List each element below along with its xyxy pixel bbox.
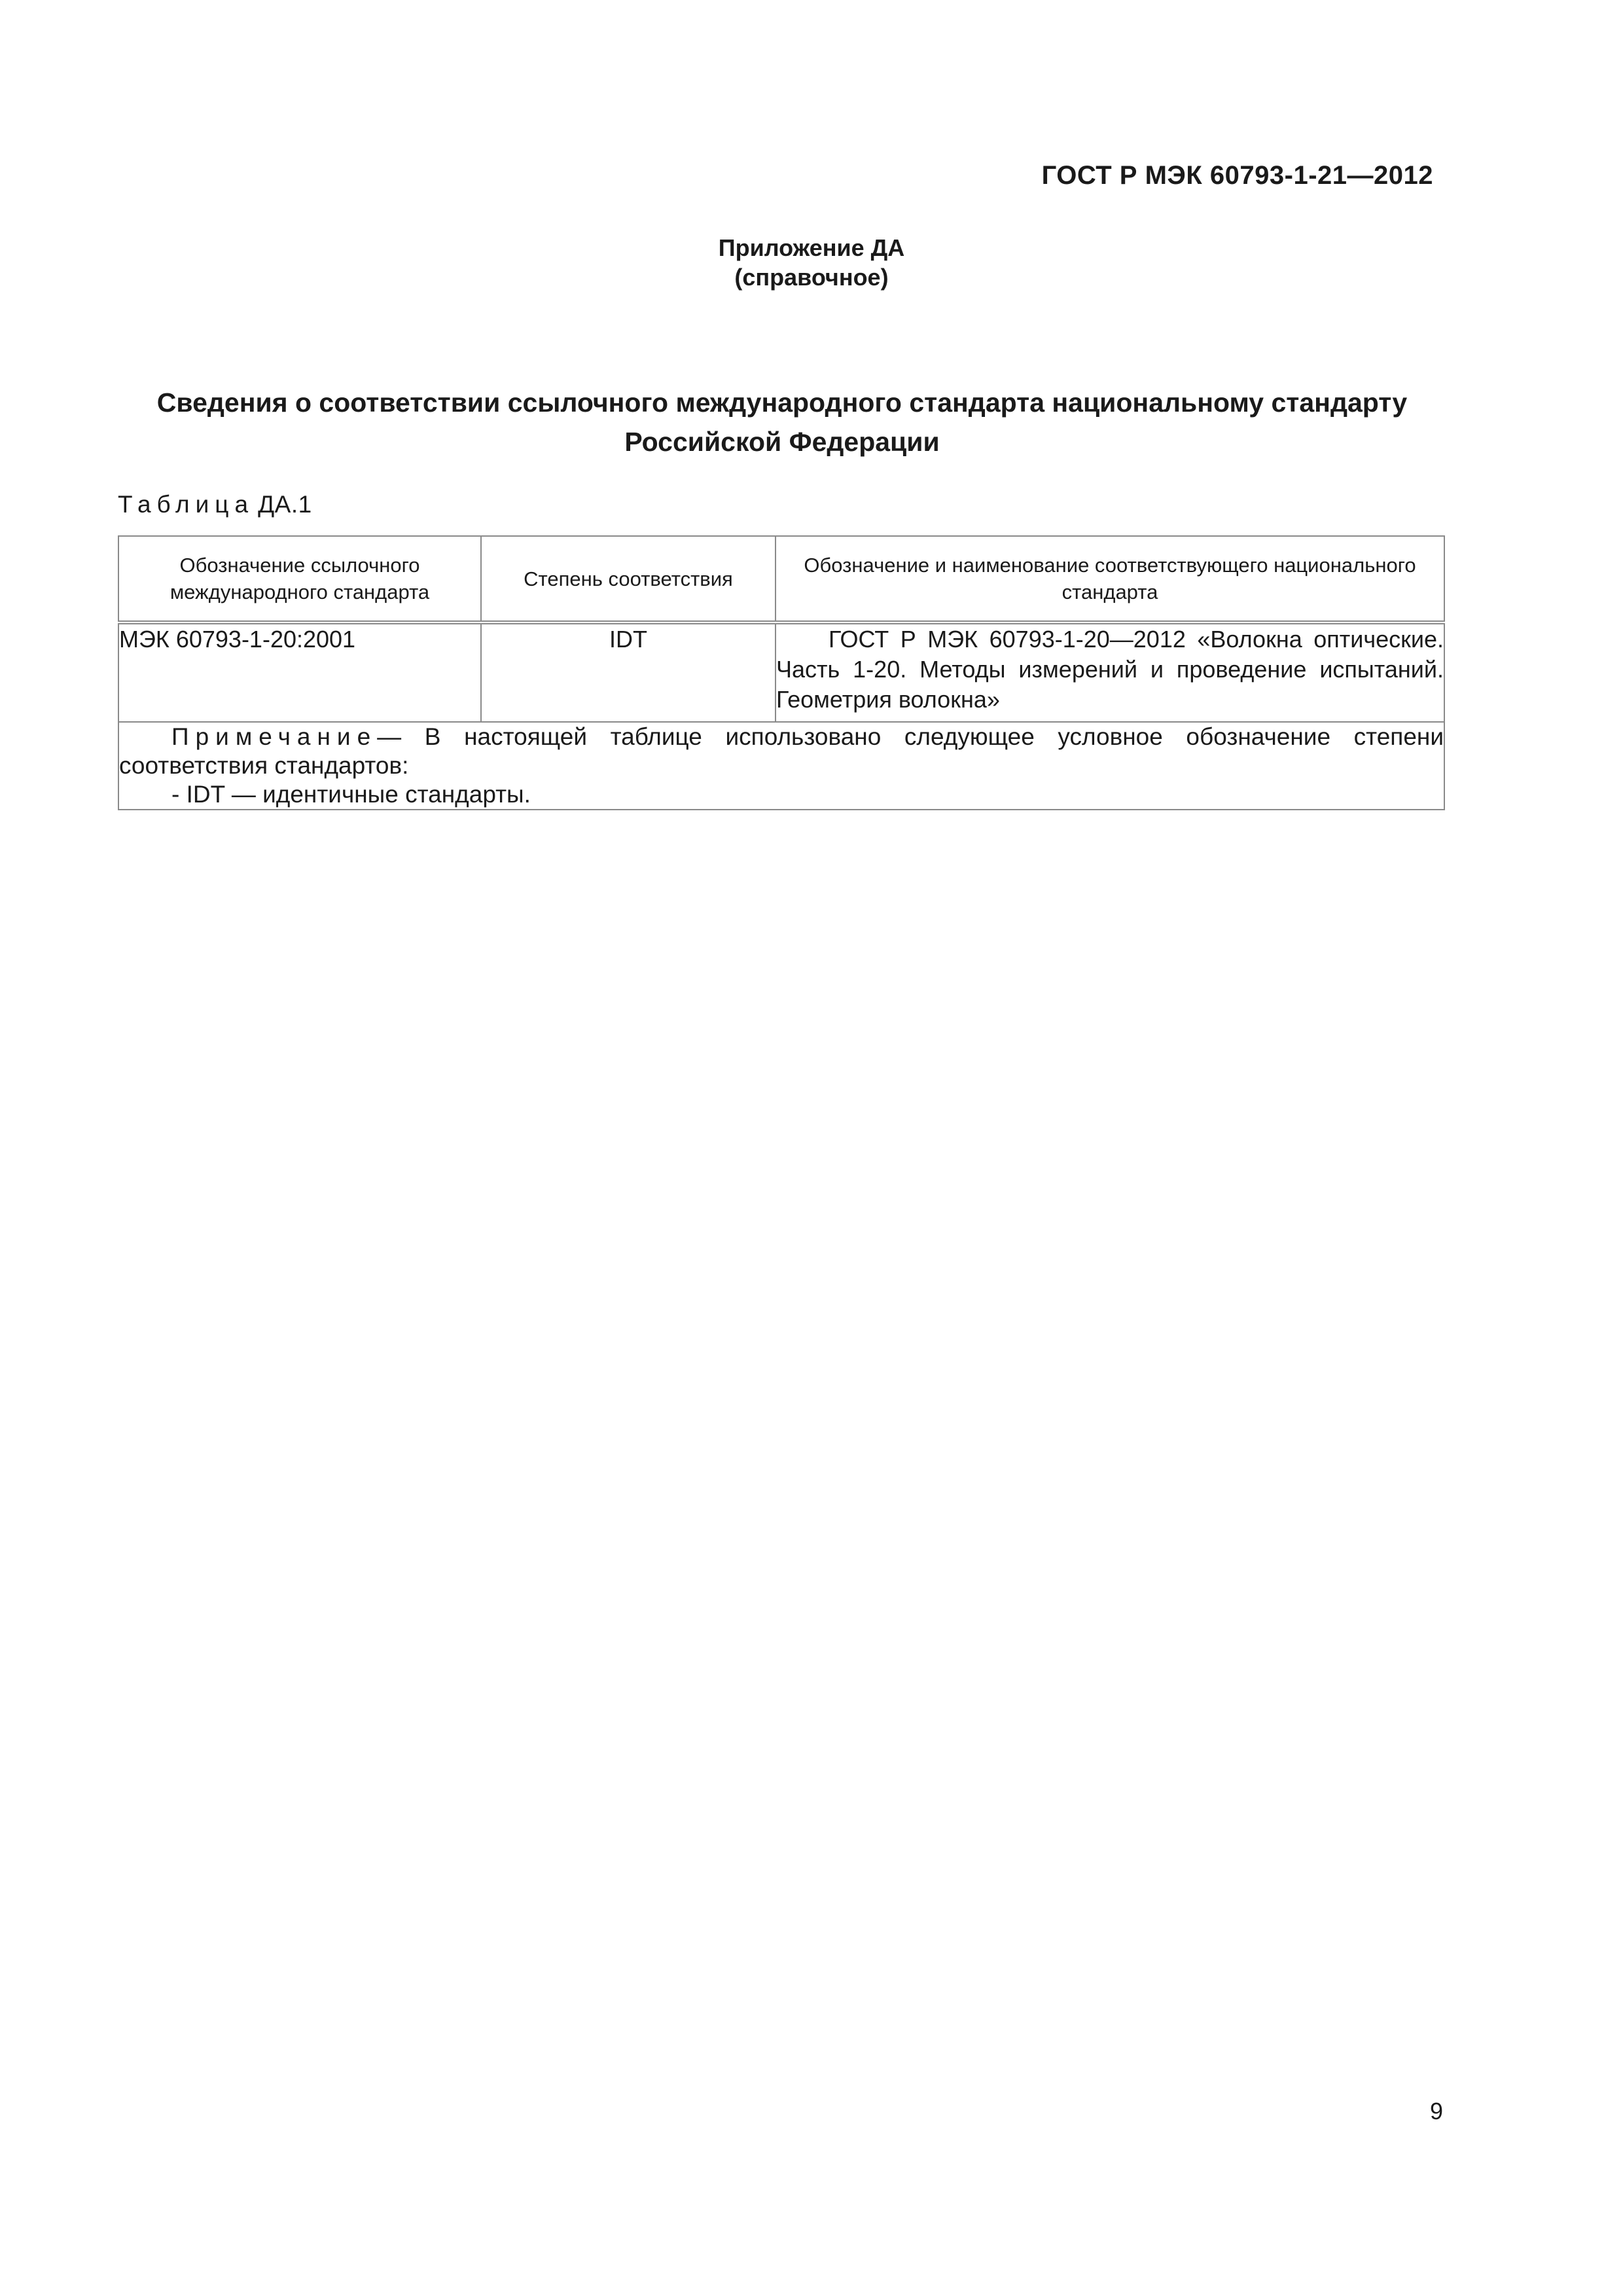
note-text: — В настоящей таблице использовано следующее условное обозначение степени соответствия стандартов: <box>119 723 1444 779</box>
section-title-line-2: Российской Федерации <box>624 427 940 457</box>
correspondence-table <box>118 535 1445 810</box>
cell-national-text: ГОСТ Р МЭК 60793-1-20—2012 «Волокна оптические. Часть 1-20. Методы измерений и проведение испытаний. Геометрия волокна» <box>776 626 1444 713</box>
table-label-number: ДА.1 <box>258 491 312 518</box>
appendix-label: Приложение ДА <box>718 234 905 261</box>
cell-designation: МЭК 60793-1-20:2001 <box>118 622 481 722</box>
note-item: - IDT — идентичные стандарты. <box>171 781 531 808</box>
table-label <box>118 491 312 518</box>
section-title <box>118 383 1446 461</box>
cell-national <box>776 622 1444 722</box>
note-head: Примечание <box>171 723 378 750</box>
table-note <box>118 722 1444 810</box>
appendix-kind: (справочное) <box>734 264 889 291</box>
header-cell-designation: Обозначение ссылочного международного стандарта <box>118 536 481 622</box>
appendix-heading <box>0 233 1623 292</box>
table-label-word: Таблица <box>118 491 255 518</box>
table-header-row <box>118 536 1444 622</box>
page-number: 9 <box>1429 2098 1443 2125</box>
header-cell-national: Обозначение и наименование соответствующего национального стандарта <box>776 536 1444 622</box>
table-row <box>118 622 1444 722</box>
header-cell-degree: Степень соответствия <box>481 536 776 622</box>
section-title-line-1: Сведения о соответствии ссылочного международного стандарта национальному стандарту <box>156 387 1408 418</box>
table-note-row <box>118 722 1444 810</box>
document-code: ГОСТ Р МЭК 60793-1-21—2012 <box>1041 161 1433 190</box>
cell-degree: IDT <box>481 622 776 722</box>
